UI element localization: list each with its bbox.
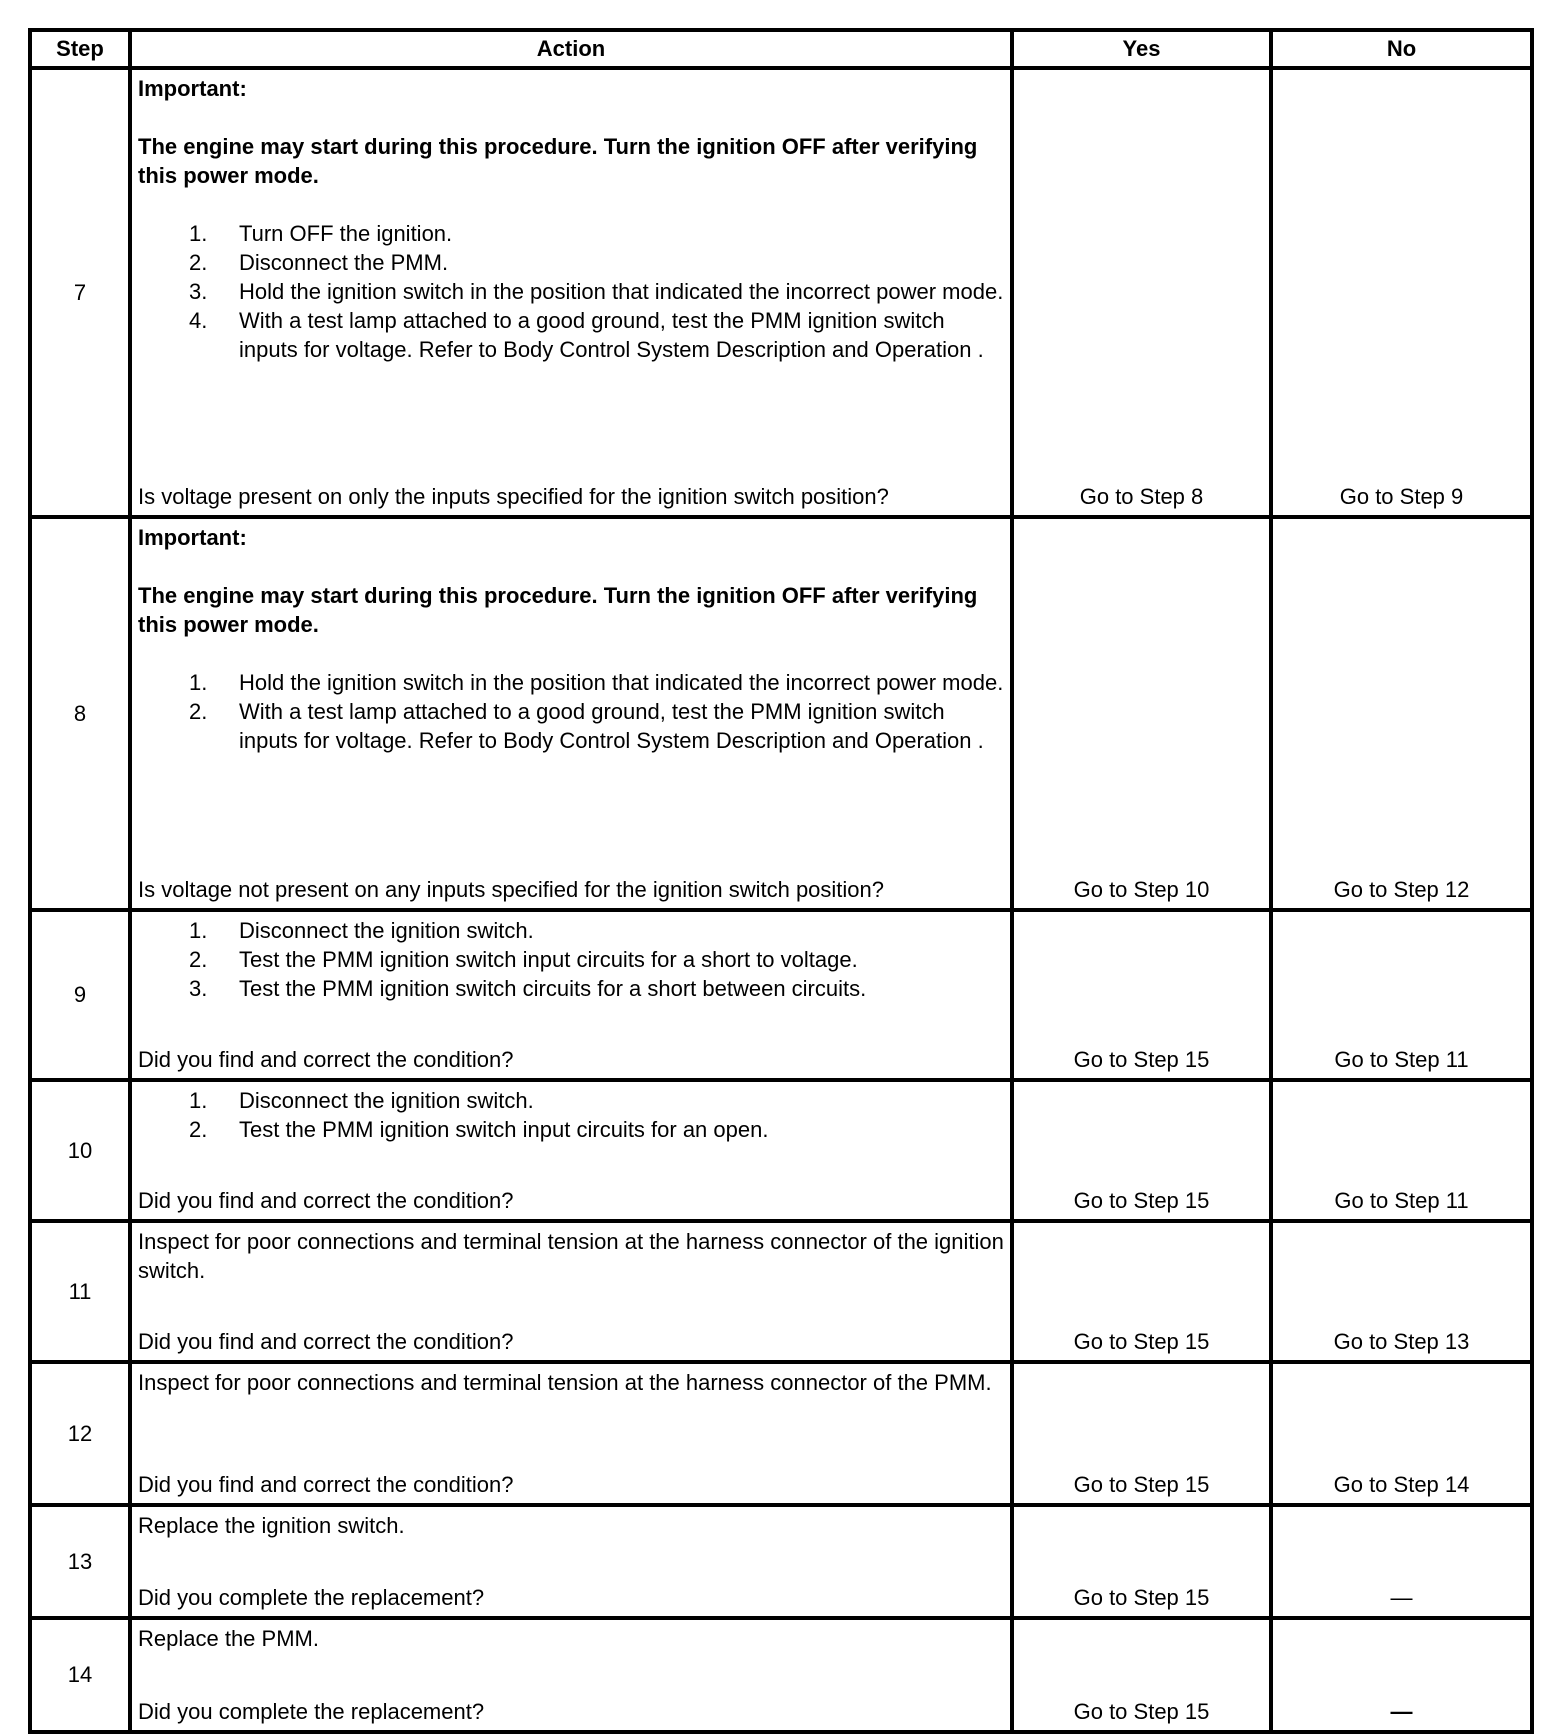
list-number: 2. <box>189 947 208 972</box>
important-label: Important: <box>138 525 247 550</box>
question-text: Did you find and correct the condition? <box>138 1188 514 1213</box>
step-number: 14 <box>30 1618 130 1732</box>
list-item <box>138 945 1004 974</box>
table-row-step-13 <box>30 1505 1532 1618</box>
no-result: Go to Step 11 <box>1271 1080 1532 1221</box>
no-result: — <box>1271 1505 1532 1618</box>
no-result: Go to Step 14 <box>1271 1362 1532 1505</box>
list-text: With a test lamp attached to a good ground, test the PMM ignition switch inputs for voltage. Refer to Body Control System Description and Operation . <box>239 308 984 362</box>
list-item <box>138 1115 1004 1144</box>
action-cell <box>130 1505 1012 1618</box>
header-step: Step <box>30 30 130 68</box>
action-cell <box>130 1221 1012 1362</box>
step-number: 10 <box>30 1080 130 1221</box>
list-number: 1. <box>189 670 208 695</box>
question-text: Did you complete the replacement? <box>138 1699 485 1724</box>
header-no: No <box>1271 30 1532 68</box>
question-text: Did you find and correct the condition? <box>138 1329 514 1354</box>
table-row-step-12 <box>30 1362 1532 1505</box>
list-number: 1. <box>189 221 208 246</box>
procedure-list <box>138 916 1004 1003</box>
no-result: Go to Step 9 <box>1271 68 1532 517</box>
no-result: — <box>1271 1618 1532 1732</box>
yes-result: Go to Step 15 <box>1012 910 1271 1080</box>
procedure-list <box>138 668 1004 755</box>
list-item <box>138 1086 1004 1115</box>
step-number: 12 <box>30 1362 130 1505</box>
list-item <box>138 248 1004 277</box>
procedure-list <box>138 219 1004 364</box>
action-cell <box>130 910 1012 1080</box>
list-text: Turn OFF the ignition. <box>239 221 453 246</box>
step-number: 11 <box>30 1221 130 1362</box>
list-text: Disconnect the ignition switch. <box>239 1088 534 1113</box>
question-text: Is voltage present on only the inputs specified for the ignition switch position? <box>138 484 889 509</box>
list-number: 3. <box>189 279 208 304</box>
table-row-step-7 <box>30 68 1532 517</box>
list-text: Test the PMM ignition switch circuits for a short between circuits. <box>239 976 867 1001</box>
instruction-text: Replace the ignition switch. <box>138 1513 405 1538</box>
question-text: Did you complete the replacement? <box>138 1585 485 1610</box>
list-text: Disconnect the ignition switch. <box>239 918 534 943</box>
important-label: Important: <box>138 76 247 101</box>
action-cell <box>130 1618 1012 1732</box>
action-cell <box>130 517 1012 910</box>
list-number: 3. <box>189 976 208 1001</box>
question-text: Did you find and correct the condition? <box>138 1472 514 1497</box>
yes-result: Go to Step 8 <box>1012 68 1271 517</box>
no-result: Go to Step 11 <box>1271 910 1532 1080</box>
list-number: 2. <box>189 1117 208 1142</box>
list-number: 1. <box>189 918 208 943</box>
table-row-step-10 <box>30 1080 1532 1221</box>
action-cell <box>130 68 1012 517</box>
step-number: 13 <box>30 1505 130 1618</box>
yes-result: Go to Step 15 <box>1012 1080 1271 1221</box>
list-number: 1. <box>189 1088 208 1113</box>
instruction-text: Inspect for poor connections and terminal tension at the harness connector of the ignition switch. <box>138 1229 1004 1283</box>
no-result: Go to Step 12 <box>1271 517 1532 910</box>
action-cell <box>130 1362 1012 1505</box>
list-number: 2. <box>189 699 208 724</box>
list-item <box>138 697 1004 755</box>
list-item <box>138 916 1004 945</box>
table-row-step-9 <box>30 910 1532 1080</box>
no-result: Go to Step 13 <box>1271 1221 1532 1362</box>
warning-text: The engine may start during this procedure. Turn the ignition OFF after verifying this power mode. <box>138 583 978 637</box>
list-item <box>138 974 1004 1003</box>
list-text: Test the PMM ignition switch input circuits for a short to voltage. <box>239 947 858 972</box>
list-text: Hold the ignition switch in the position that indicated the incorrect power mode. <box>239 670 1004 695</box>
step-number: 9 <box>30 910 130 1080</box>
action-cell <box>130 1080 1012 1221</box>
table-row-step-8 <box>30 517 1532 910</box>
instruction-text: Inspect for poor connections and terminal tension at the harness connector of the PMM. <box>138 1370 992 1395</box>
header-action: Action <box>130 30 1012 68</box>
list-item <box>138 219 1004 248</box>
list-number: 4. <box>189 308 208 333</box>
procedure-list <box>138 1086 1004 1144</box>
list-text: Disconnect the PMM. <box>239 250 449 275</box>
list-text: Test the PMM ignition switch input circuits for an open. <box>239 1117 769 1142</box>
list-number: 2. <box>189 250 208 275</box>
instruction-text: Replace the PMM. <box>138 1626 319 1651</box>
list-item <box>138 306 1004 364</box>
list-text: Hold the ignition switch in the position that indicated the incorrect power mode. <box>239 279 1004 304</box>
yes-result: Go to Step 15 <box>1012 1221 1271 1362</box>
table-row-step-11 <box>30 1221 1532 1362</box>
yes-result: Go to Step 15 <box>1012 1618 1271 1732</box>
header-yes: Yes <box>1012 30 1271 68</box>
yes-result: Go to Step 15 <box>1012 1505 1271 1618</box>
header-row <box>30 30 1532 68</box>
yes-result: Go to Step 15 <box>1012 1362 1271 1505</box>
list-item <box>138 668 1004 697</box>
step-number: 8 <box>30 517 130 910</box>
list-item <box>138 277 1004 306</box>
question-text: Is voltage not present on any inputs specified for the ignition switch position? <box>138 877 885 902</box>
diagnostic-table <box>28 28 1534 1734</box>
yes-result: Go to Step 10 <box>1012 517 1271 910</box>
table-row-step-14 <box>30 1618 1532 1732</box>
question-text: Did you find and correct the condition? <box>138 1047 514 1072</box>
list-text: With a test lamp attached to a good ground, test the PMM ignition switch inputs for voltage. Refer to Body Control System Description and Operation . <box>239 699 984 753</box>
warning-text: The engine may start during this procedure. Turn the ignition OFF after verifying this power mode. <box>138 134 978 188</box>
step-number: 7 <box>30 68 130 517</box>
